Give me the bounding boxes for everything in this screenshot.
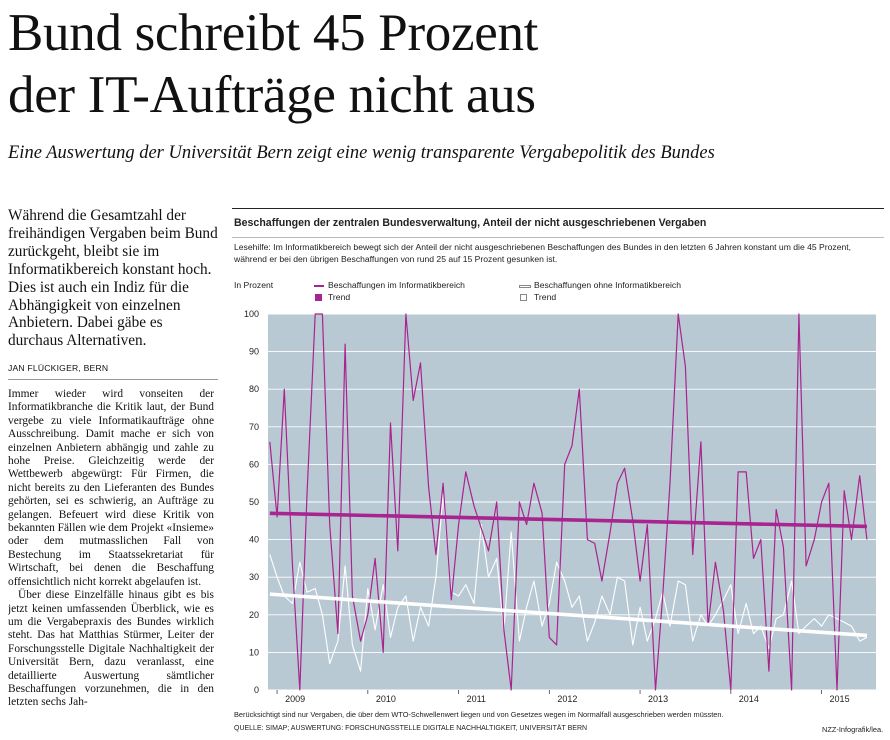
y-tick-label: 50 <box>248 497 259 507</box>
x-tick-label: 2015 <box>829 694 850 704</box>
legend-label-other-trend: Trend <box>534 292 557 302</box>
y-tick-label: 0 <box>253 685 259 695</box>
article-lead: Während die Gesamtzahl der freihändigen Vergaben beim Bund zurückgeht, bleibt sie im Informatikbereich konstant hoch. Dies ist auch ein Indiz für die Abhängigkeit von einzelnen Anbietern. Dabei gäbe es durchaus Alternativen. <box>8 207 218 350</box>
body-paragraph-1: Immer wieder wird vonseiten der Informatikbranche die Kritik laut, der Bund vergebe zu viele Informatikaufträge ohne Ausschreibung. Damit mache er sich von einzelnen Anbietern abhängig und zahle zu hohe Preise. Gleichzeitig werde der Wettbewerb abgewürgt: Für Firmen, die nicht bereits zu den Lieferanten des Bundes gehörten, sei es schwierig, an Aufträge zu gelangen. Befeuert wird diese Kritik von bekannten Fällen wie dem Projekt «Insieme» oder dem mutmasslichen Fall von Bestechung im Staatssekretariat für Wirtschaft, bei denen die Beschaffung offensichtlich nicht korrekt abgelaufen ist. <box>8 388 214 588</box>
article-headline <box>8 2 538 126</box>
x-tick-label: 2009 <box>285 694 306 704</box>
article-subline: Eine Auswertung der Universität Bern zeigt eine wenig transparente Vergabepolitik des Bundes <box>8 143 715 163</box>
legend-swatch-other-line <box>519 285 531 288</box>
headline-line-2: der IT-Aufträge nicht aus <box>8 66 536 124</box>
y-tick-label: 100 <box>243 309 259 319</box>
chart-credit: NZZ-Infografik/lea. <box>822 725 884 734</box>
infographic <box>232 208 884 738</box>
graphic-title-rule <box>232 237 884 238</box>
x-tick-label: 2013 <box>648 694 669 704</box>
legend-label-other: Beschaffungen ohne Informatikbereich <box>534 280 681 290</box>
reading-aid <box>234 241 882 265</box>
y-tick-label: 60 <box>248 459 259 470</box>
legend-swatch-it-trend <box>315 294 322 301</box>
y-tick-label: 20 <box>248 609 259 620</box>
legend-swatch-other-trend <box>520 294 527 301</box>
reading-aid-line-1: Lesehilfe: Im Informatikbereich bewegt sich der Anteil der nicht ausgeschriebenen Beschaffungen des Bundes in den letzten 6 Jahren konstant um die 45 Prozent, <box>234 242 852 252</box>
graphic-title: Beschaffungen der zentralen Bundesverwaltung, Anteil der nicht ausgeschriebenen Vergaben <box>234 217 707 229</box>
line-chart <box>232 303 884 708</box>
author-byline: JAN FLÜCKIGER, BERN <box>8 363 218 380</box>
y-tick-label: 80 <box>248 384 259 395</box>
reading-aid-line-2: während er bei den übrigen Beschaffungen von rund 25 auf 15 Prozent gesunken ist. <box>234 254 558 264</box>
x-tick-label: 2012 <box>557 694 578 704</box>
y-tick-label: 70 <box>248 421 259 432</box>
chart-source: QUELLE: SIMAP; AUSWERTUNG: FORSCHUNGSSTELLE DIGITALE NACHHALTIGKEIT, UNIVERSITÄT BERN <box>234 725 588 732</box>
x-tick-label: 2011 <box>466 694 486 704</box>
article-body <box>8 388 214 740</box>
headline-line-1: Bund schreibt 45 Prozent <box>8 4 539 62</box>
legend-swatch-it-line <box>314 285 324 287</box>
x-tick-label: 2010 <box>375 694 396 704</box>
legend-label-it-trend: Trend <box>328 292 351 302</box>
y-tick-label: 90 <box>248 346 259 357</box>
y-tick-label: 10 <box>248 647 259 658</box>
x-tick-label: 2014 <box>738 694 759 704</box>
legend-label-it: Beschaffungen im Informatikbereich <box>328 280 465 290</box>
y-tick-label: 30 <box>248 572 259 583</box>
unit-label: In Prozent <box>234 280 274 290</box>
y-tick-label: 40 <box>248 534 259 545</box>
chart-footnote: Berücksichtigt sind nur Vergaben, die über dem WTO-Schwellenwert liegen und von Gesetzes wegen im Normalfall ausgeschrieben werden müssten. <box>234 710 724 719</box>
body-paragraph-2: Über diese Einzelfälle hinaus gibt es bis jetzt keinen umfassenden Überblick, wie es um die Vergabepraxis des Bundes wirklich steht. Das hat Matthias Stürmer, Leiter der Forschungsstelle Digitale Nachhaltigkeit der Universität Bern, dazu veranlasst, eine detaillierte Auswertung sämtlicher Beschaffungen vorzunehmen, die in den letzten sechs Jah- <box>8 589 214 709</box>
graphic-top-rule <box>232 208 884 209</box>
